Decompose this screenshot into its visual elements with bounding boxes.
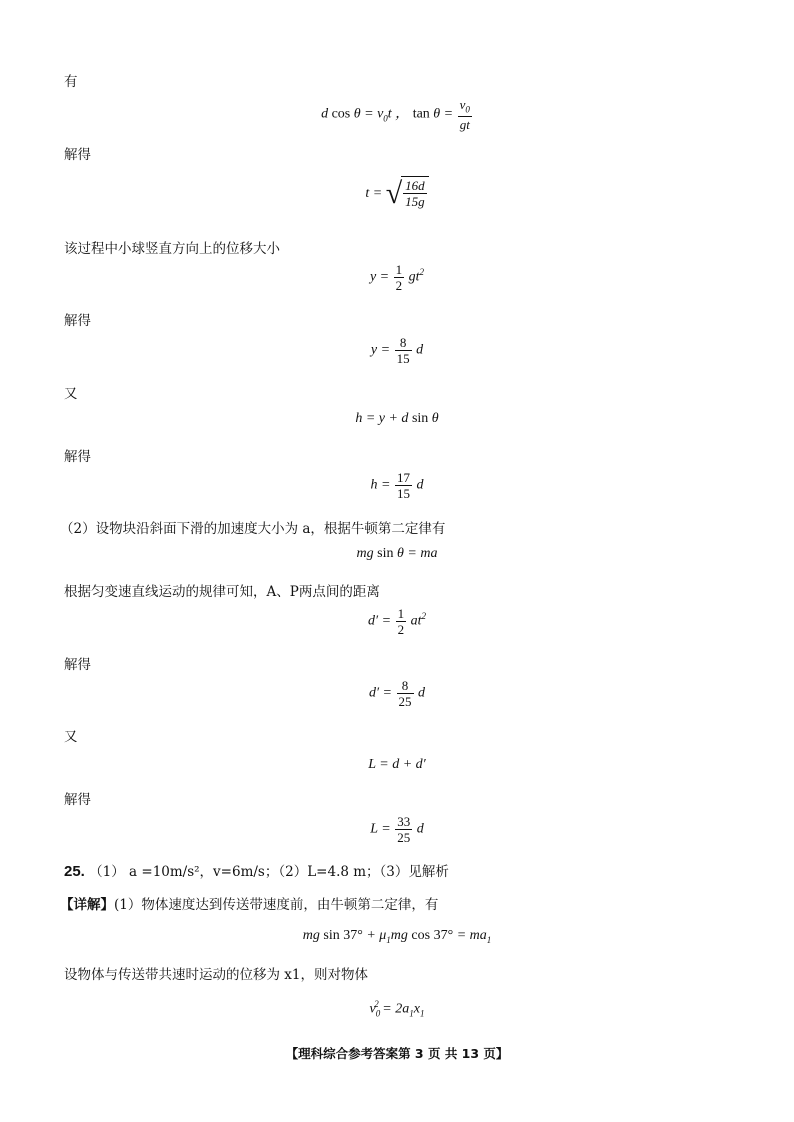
equation-t-sqrt: t = √ $\frac{16d}{15g}$ <box>0 176 794 212</box>
detail-paragraph <box>60 893 438 913</box>
text-uniform-motion: 根据匀变速直线运动的规律可知，A、P两点间的距离 <box>64 584 380 600</box>
text-you-2: 又 <box>64 386 78 402</box>
text-jiede-4: 解得 <box>64 657 91 673</box>
text-jiede-2: 解得 <box>64 313 91 329</box>
text-jiede-1: 解得 <box>64 147 91 163</box>
equation-dprime-half-at2: d′ = $\frac{1}{2}$ $at^2$ <box>368 606 426 637</box>
equation-h-17-15d: h = $\frac{17}{15}$ d <box>370 470 424 501</box>
equation-L-33-25d: L = $\frac{33}{25}$ d <box>370 814 424 845</box>
text-you-1: 有 <box>64 74 78 90</box>
text-part-2: （2）设物块沿斜面下滑的加速度大小为 a，根据牛顿第二定律有 <box>60 521 446 537</box>
page-footer: 【理科综合参考答案第 3 页 共 13 页】 <box>285 1046 509 1061</box>
equation-L-sum: L = d + d′ <box>368 757 426 772</box>
question-answer-text: （1） a =10m/s²，v=6m/s；（2）L=4.8 m；（3）见解析 <box>89 864 449 880</box>
text-set-x1: 设物体与传送带共速时运动的位移为 x1，则对物体 <box>64 967 368 983</box>
equation-dprime-8-25d: d′ = $\frac{8}{25}$ d <box>368 678 425 709</box>
text-vertical-displacement: 该过程中小球竖直方向上的位移大小 <box>64 241 280 257</box>
equation-incline-friction: mg $\sin 37^\circ + \mu_1mg$ $\cos 37^\circ = ma_1$ <box>302 928 492 945</box>
equation-v0sq-2ax: $v_0^2 = 2a_1x_1$ <box>369 999 425 1019</box>
question-25-answer <box>64 860 449 880</box>
question-number: 25. <box>64 863 85 880</box>
text-jiede-3: 解得 <box>64 449 91 465</box>
text-you-3: 又 <box>64 729 78 745</box>
equation-y-half-gt2: y = $\frac{1}{2}$ $gt^2$ <box>369 262 425 293</box>
text-jiede-5: 解得 <box>64 792 91 808</box>
detail-tag: 【详解】 <box>60 897 114 913</box>
detail-text: (1）物体速度达到传送带速度前，由牛顿第二定律，有 <box>114 897 439 913</box>
equation-mgsin-ma: mg sin θ = ma <box>356 546 438 561</box>
equation-y-8-15d: y = $\frac{8}{15}$ d <box>370 335 424 366</box>
equation-h-sum: h = y + d sin θ <box>355 411 439 426</box>
equation-dcos-tan: d $\cos \theta = v_0t$ ， tan θ = $\frac{v_0}{gt}$ <box>321 97 470 132</box>
